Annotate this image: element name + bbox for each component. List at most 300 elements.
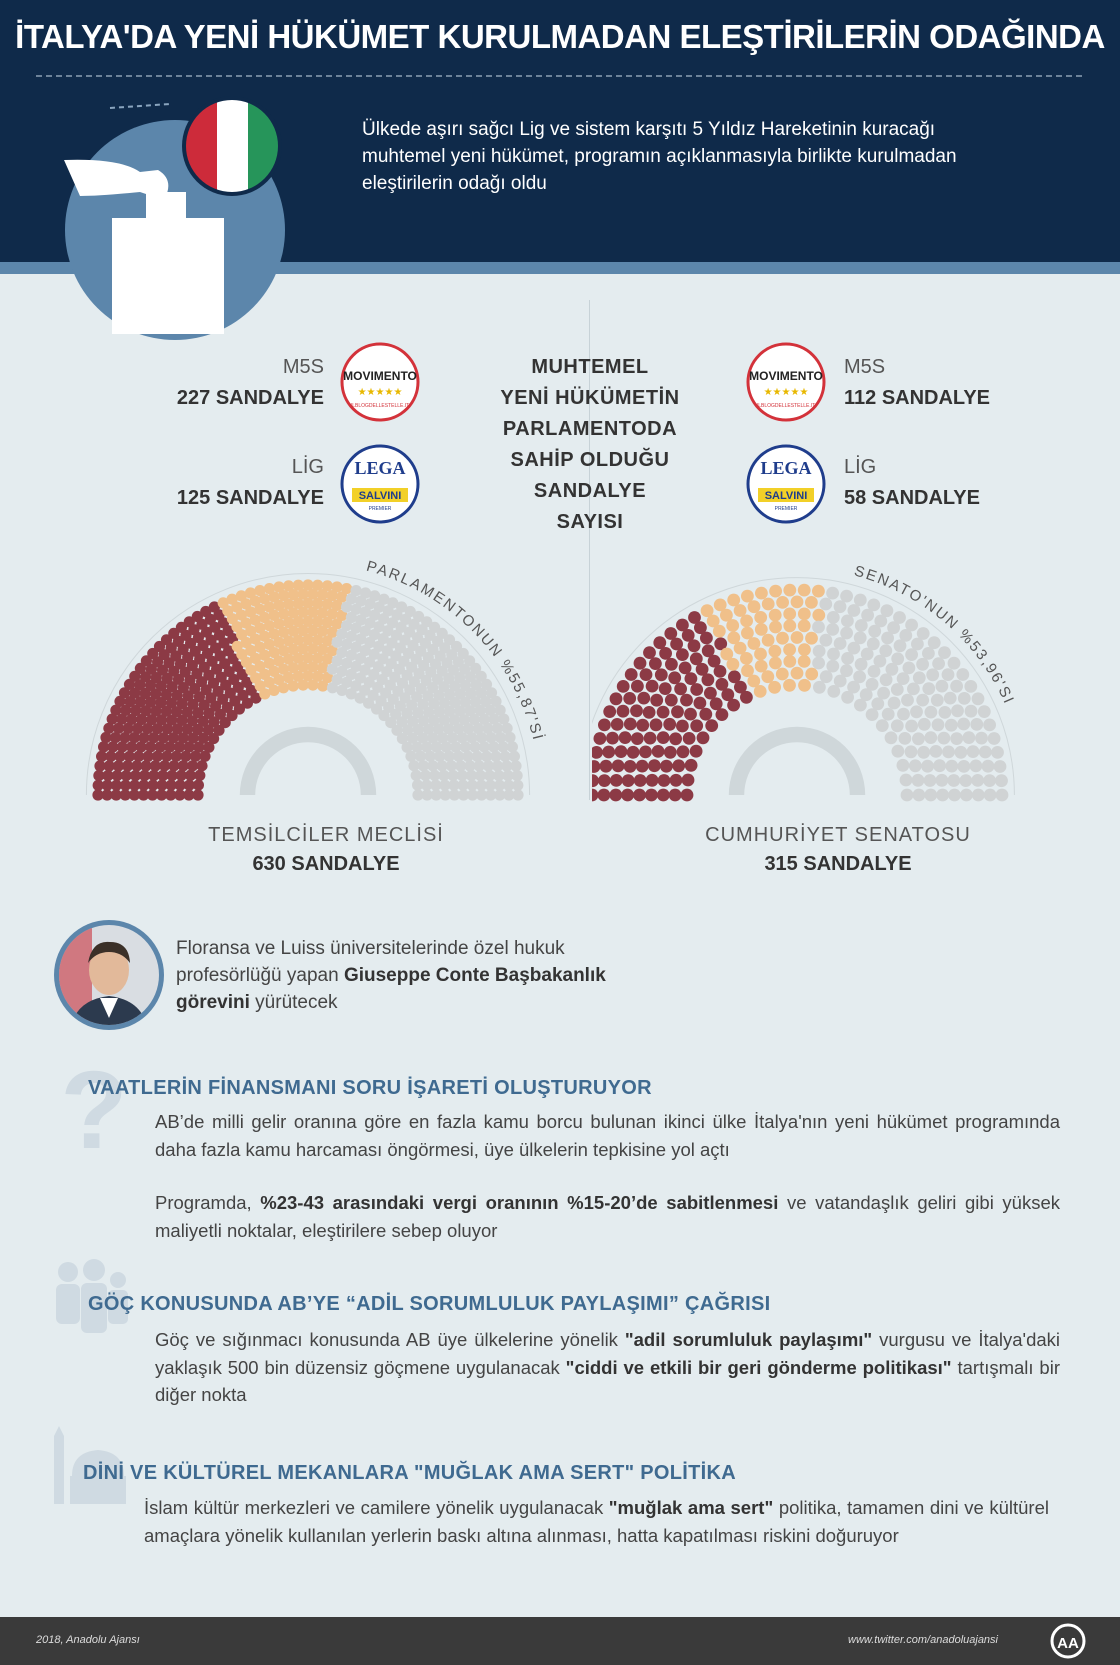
left-lig-block (130, 452, 324, 514)
seat-diğer (965, 705, 978, 718)
seat-m5s (636, 760, 649, 773)
seat-diğer (947, 774, 960, 787)
seat-m5s (603, 705, 616, 718)
footer-credit: 2018, Anadolu Ajansı (36, 1634, 140, 1646)
seat-m5s (623, 692, 636, 705)
seat-diğer (924, 731, 937, 744)
seat-m5s (617, 680, 630, 693)
seat-m5s (615, 745, 628, 758)
seat-diğer (963, 731, 976, 744)
seat-diğer (813, 645, 826, 658)
seat-m5s (677, 745, 690, 758)
footer (0, 1617, 1120, 1665)
seat-diğer (971, 774, 984, 787)
right-m5s-seats: 112 SANDALYE (844, 387, 990, 409)
seat-m5s (610, 692, 623, 705)
movimento-logo-right (746, 342, 826, 422)
seat-diğer (901, 694, 914, 707)
seat-m5s (648, 759, 661, 772)
seat-diğer (880, 673, 893, 686)
seat-m5s (639, 746, 652, 759)
seat-li̇g (783, 655, 796, 668)
seat-diğer (932, 657, 945, 670)
s1-p2-a: Programda, (155, 1192, 261, 1213)
seat-li̇g (740, 652, 753, 665)
seat-diğer (939, 706, 952, 719)
seat-diğer (967, 745, 980, 758)
seat-diğer (924, 774, 937, 787)
seat-li̇g (278, 682, 289, 693)
seat-diğer (983, 719, 996, 732)
seat-m5s (621, 789, 634, 802)
hemicycle-inner-arc (240, 727, 376, 795)
seat-m5s (690, 745, 703, 758)
svg-text:AA: AA (1057, 1635, 1079, 1652)
seat-m5s (643, 646, 656, 659)
seat-li̇g (805, 632, 818, 645)
seat-diğer (938, 732, 951, 745)
seat-diğer (945, 760, 958, 773)
seat-m5s (622, 774, 635, 787)
center-title-line: SANDALYE (533, 480, 647, 502)
movimento-logo (340, 342, 420, 422)
seat-diğer (984, 789, 997, 802)
seat-diğer (504, 732, 515, 743)
seat-diğer (933, 759, 946, 772)
seat-m5s (704, 687, 717, 700)
seat-diğer (910, 705, 923, 718)
seat-li̇g (727, 658, 740, 671)
seat-m5s (694, 697, 707, 710)
seat-diğer (938, 646, 951, 659)
seat-m5s (594, 732, 607, 745)
seat-diğer (936, 789, 949, 802)
s3-b: "muğlak ama sert" (608, 1497, 774, 1518)
senate-title: CUMHURİYET SENATOSU (705, 824, 971, 846)
seat-diğer (994, 760, 1007, 773)
seat-m5s (640, 668, 653, 681)
seat-m5s (646, 680, 659, 693)
seat-diğer (996, 789, 1009, 802)
section-1-title: VAATLERİN FİNANSMANI SORU İŞARETİ OLUŞTURUYOR (88, 1077, 652, 1099)
seat-m5s (676, 619, 689, 632)
seat-m5s (609, 789, 622, 802)
left-lig-seats: 125 SANDALYE (176, 487, 324, 509)
seat-diğer (975, 732, 988, 745)
right-m5s-name: M5S (844, 356, 886, 378)
svg-text:ILBLOGDELLESTELLE.IT: ILBLOGDELLESTELLE.IT (350, 403, 410, 409)
seat-m5s (682, 774, 695, 787)
seat-m5s (669, 789, 682, 802)
s1-p2-c: ve vatandaşlık geliri gibi yüksek maliyetli noktalar, eleştirilere sebep oluyor (155, 1192, 1060, 1241)
seat-diğer (958, 692, 971, 705)
seat-m5s (660, 760, 673, 773)
seat-m5s (665, 694, 678, 707)
seat-diğer (916, 658, 929, 671)
seat-m5s (690, 719, 703, 732)
seat-diğer (826, 623, 839, 636)
seat-diğer (972, 789, 985, 802)
seat-m5s (684, 708, 697, 721)
seat-diğer (942, 668, 955, 681)
seat-m5s (690, 652, 703, 665)
seat-m5s (643, 706, 656, 719)
seat-m5s (657, 731, 670, 744)
seat-diğer (507, 741, 518, 752)
seat-li̇g (755, 587, 768, 600)
seat-m5s (685, 759, 698, 772)
seat-diğer (978, 705, 991, 718)
seat-diğer (948, 789, 961, 802)
seat-diğer (820, 670, 833, 683)
seat-m5s (657, 706, 670, 719)
seat-m5s (672, 759, 685, 772)
svg-text:MOVIMENTO: MOVIMENTO (343, 369, 417, 383)
seat-diğer (991, 746, 1004, 759)
seat-diğer (867, 637, 880, 650)
seat-diğer (922, 682, 935, 695)
seat-m5s (637, 692, 650, 705)
seat-m5s (627, 746, 640, 759)
title-divider (36, 75, 1082, 77)
seat-diğer (956, 668, 969, 681)
seat-m5s (624, 718, 637, 731)
s1-p2-bold: %23-43 arasındaki vergi oranının %15-20’de sabitlenmesi (260, 1192, 779, 1213)
seat-m5s (592, 774, 599, 787)
seat-diğer (897, 759, 910, 772)
seat-li̇g (776, 632, 789, 645)
seat-m5s (631, 732, 644, 745)
s3-c: politika, tamamen dini ve kültürel amaçlara yönelik kullanılan yerlerin baskı altına alınması, hatta kapatılması riskini doğuruyor (144, 1497, 1049, 1546)
seat-li̇g (769, 585, 782, 598)
seat-li̇g (755, 660, 768, 673)
seat-diğer (972, 692, 985, 705)
seat-m5s (598, 774, 611, 787)
seat-m5s (688, 611, 701, 624)
seat-li̇g (322, 580, 333, 591)
seat-diğer (959, 774, 972, 787)
senate-label (678, 821, 998, 879)
seat-m5s (645, 789, 658, 802)
seat-li̇g (762, 598, 775, 611)
seat-li̇g (341, 583, 352, 594)
seat-diğer (995, 774, 1008, 787)
seat-li̇g (769, 621, 782, 634)
svg-text:★★★★★: ★★★★★ (357, 387, 403, 398)
seat-diğer (913, 789, 926, 802)
chamber-total: 630 SANDALYE (252, 853, 400, 875)
intro-text: Ülkede aşırı sağcı Lig ve sistem karşıtı 5 Yıldız Hareketinin kuracağı muhtemel yeni hükümet, programın açıklanmasıyla birlikte kurulmadan eleştirilerin odağı oldu (362, 119, 957, 194)
seat-m5s (598, 789, 611, 802)
seat-m5s (633, 789, 646, 802)
seat-diğer (950, 680, 963, 693)
center-title (480, 352, 700, 538)
chamber-seat-chart (60, 540, 580, 810)
center-title-line: SAYISI (556, 511, 624, 533)
seat-m5s (646, 774, 659, 787)
seat-li̇g (798, 655, 811, 668)
seat-m5s (636, 719, 649, 732)
seat-diğer (891, 719, 904, 732)
lega-logo-right (746, 444, 826, 524)
s2-c: vurgusu ve İtalya'daki yaklaşık 500 bin düzensiz göçmene uygulanacak (155, 1329, 1061, 1378)
seat-li̇g (726, 619, 739, 632)
svg-text:SALVINI: SALVINI (764, 490, 808, 502)
seat-diğer (970, 760, 983, 773)
center-title-line: MUHTEMEL (531, 356, 649, 378)
chamber-label (166, 821, 486, 879)
right-lig-block (844, 452, 1044, 514)
seat-m5s (600, 760, 613, 773)
seat-diğer (891, 683, 904, 696)
seat-diğer (813, 681, 826, 694)
seat-diğer (882, 708, 895, 721)
seat-diğer (415, 751, 426, 762)
seat-diğer (948, 657, 961, 670)
right-m5s-block (844, 352, 1044, 414)
footer-twitter-link[interactable]: www.twitter.com/anadoluajansi (848, 1634, 998, 1646)
seat-m5s (683, 732, 696, 745)
seat-diğer (827, 611, 840, 624)
seat-li̇g (769, 645, 782, 658)
seat-m5s (631, 680, 644, 693)
seat-m5s (671, 705, 684, 718)
seat-m5s (663, 718, 676, 731)
section-1-paragraph-1: AB’de milli gelir oranına göre en fazla kamu borcu bulunan ikinci ülke İtalya'nın yeni hükümet programında daha fazla kamu harcaması öngörmesi, üye ülkelerin tepkisine yol açtı (155, 1111, 1060, 1160)
seat-diğer (936, 774, 949, 787)
seat-m5s (611, 718, 624, 731)
left-m5s-block (130, 352, 324, 414)
aa-logo-icon (1048, 1623, 1088, 1659)
seat-li̇g (741, 590, 754, 603)
seat-li̇g (268, 685, 279, 696)
seat-li̇g (754, 648, 767, 661)
seat-diğer (912, 732, 925, 745)
svg-text:PREMIER: PREMIER (368, 506, 392, 512)
seat-li̇g (740, 615, 753, 628)
seat-diğer (819, 598, 832, 611)
seat-m5s (650, 718, 663, 731)
seat-li̇g (754, 685, 767, 698)
seat-m5s (665, 658, 678, 671)
conte-text (176, 935, 656, 1016)
seat-li̇g (768, 681, 781, 694)
seat-m5s (676, 720, 689, 733)
right-lig-seats: 58 SANDALYE (844, 487, 980, 509)
seat-diğer (944, 692, 957, 705)
seat-diğer (925, 706, 938, 719)
left-lig-name: LİG (291, 456, 324, 478)
seat-li̇g (798, 619, 811, 632)
seat-diğer (893, 611, 906, 624)
question-mark-icon (60, 1049, 128, 1172)
s2-b: "adil sorumluluk paylaşımı" (624, 1329, 873, 1350)
seat-li̇g (776, 596, 789, 609)
seat-diğer (867, 599, 880, 612)
s2-e: tartışmalı bir diğer nokta (155, 1356, 1060, 1405)
seat-m5s (592, 760, 600, 773)
seat-diğer (905, 720, 918, 733)
seat-diğer (854, 594, 867, 607)
seat-diğer (897, 672, 910, 685)
seat-diğer (970, 718, 983, 731)
seat-m5s (634, 774, 647, 787)
seat-diğer (897, 708, 910, 721)
seat-diğer (960, 789, 973, 802)
seat-diğer (854, 631, 867, 644)
seat-li̇g (769, 609, 782, 622)
seat-diğer (512, 789, 523, 800)
seat-diğer (957, 718, 970, 731)
hemicycle-inner-arc (729, 727, 865, 795)
seat-diğer (945, 719, 958, 732)
seat-diğer (917, 746, 930, 759)
center-title-line: YENİ HÜKÜMETİN (500, 387, 680, 409)
seat-diğer (826, 660, 839, 673)
svg-text:ILBLOGDELLESTELLE.IT: ILBLOGDELLESTELLE.IT (756, 403, 816, 409)
conte-portrait (52, 918, 166, 1032)
seat-diğer (926, 668, 939, 681)
svg-text:★★★★★: ★★★★★ (763, 387, 809, 398)
seat-li̇g (812, 609, 825, 622)
svg-text:LEGA: LEGA (760, 458, 812, 478)
left-m5s-seats: 227 SANDALYE (176, 387, 324, 409)
left-m5s-name: M5S (282, 356, 324, 378)
seat-diğer (924, 789, 937, 802)
seat-diğer (509, 751, 520, 762)
seat-diğer (840, 627, 853, 640)
seat-li̇g (783, 608, 796, 621)
seat-diğer (950, 732, 963, 745)
seat-diğer (955, 746, 968, 759)
seat-m5s (716, 708, 729, 721)
seat-li̇g (805, 596, 818, 609)
senate-seat-chart (592, 540, 1110, 810)
seat-li̇g (776, 668, 789, 681)
seat-m5s (592, 746, 603, 759)
seat-diğer (866, 708, 879, 721)
seat-m5s (668, 671, 681, 684)
seat-li̇g (783, 584, 796, 597)
seat-diğer (868, 665, 881, 678)
seat-diğer (942, 746, 955, 759)
page-title: İTALYA'DA YENİ HÜKÜMET KURULMADAN ELEŞTİRİLERİN ODAĞINDA (15, 18, 1105, 55)
seat-m5s (658, 774, 671, 787)
seat-diğer (512, 780, 523, 791)
seat-m5s (664, 746, 677, 759)
right-lig-name: LİG (844, 456, 877, 478)
seat-diğer (909, 759, 922, 772)
seat-li̇g (798, 584, 811, 597)
seat-li̇g (798, 608, 811, 621)
center-title-line: SAHİP OLDUĞU (510, 449, 670, 471)
seat-li̇g (331, 581, 342, 592)
seat-m5s (657, 789, 670, 802)
seat-diğer (907, 683, 920, 696)
ballot-box-icon (60, 100, 310, 340)
seat-m5s (649, 657, 662, 670)
seat-diğer (834, 600, 847, 613)
s3-a: İslam kültür merkezleri ve camilere yönelik uygulanacak (144, 1497, 609, 1518)
seat-diğer (988, 732, 1001, 745)
arc-percentage-label: PARLAMENTONUN %55,87'Sİ (364, 557, 547, 744)
seat-m5s (680, 694, 693, 707)
seat-diğer (982, 760, 995, 773)
seat-m5s (670, 774, 683, 787)
seat-m5s (664, 627, 677, 640)
seat-m5s (619, 731, 632, 744)
seat-diğer (905, 648, 918, 661)
seat-diğer (918, 718, 931, 731)
seat-diğer (905, 745, 918, 758)
section-1-paragraph-2 (155, 1189, 1060, 1244)
svg-text:LEGA: LEGA (354, 458, 406, 478)
seat-li̇g (791, 596, 804, 609)
seat-m5s (602, 746, 615, 759)
seat-m5s (610, 774, 623, 787)
center-title-line: PARLAMENTODA (502, 418, 678, 440)
conte-text-bold: Giuseppe Conte Başbakanlık görevini (176, 965, 606, 1013)
seat-diğer (826, 587, 839, 600)
seat-diğer (912, 774, 925, 787)
seat-m5s (681, 789, 694, 802)
seat-m5s (716, 678, 729, 691)
seat-li̇g (812, 585, 825, 598)
seat-diğer (840, 664, 853, 677)
seat-li̇g (783, 619, 796, 632)
section-2-paragraph (155, 1326, 1060, 1409)
seat-li̇g (791, 667, 804, 680)
svg-text:?: ? (60, 1049, 128, 1172)
seat-diğer (812, 657, 825, 670)
seat-diğer (894, 639, 907, 652)
seat-m5s (617, 705, 630, 718)
chamber-title: TEMSİLCİLER MECLİSİ (208, 824, 444, 846)
seat-li̇g (761, 670, 774, 683)
seat-diğer (853, 670, 866, 683)
seat-li̇g (755, 623, 768, 636)
seat-li̇g (288, 680, 299, 691)
s2-a: Göç ve sığınmacı konusunda AB üye ülkelerine yönelik (155, 1329, 625, 1350)
seat-m5s (679, 662, 692, 675)
seat-li̇g (783, 643, 796, 656)
seat-diğer (820, 634, 833, 647)
seat-m5s (592, 789, 598, 802)
seat-m5s (598, 719, 611, 732)
seat-m5s (740, 691, 753, 704)
senate-total: 315 SANDALYE (764, 853, 912, 875)
seat-diğer (936, 680, 949, 693)
seat-diğer (854, 699, 867, 712)
seat-m5s (653, 636, 666, 649)
seat-m5s (652, 745, 665, 758)
conte-text-1: Floransa ve Luiss üniversitelerinde özel hukuk profesörlüğü yapan (176, 938, 565, 986)
seat-diğer (881, 604, 894, 617)
seat-li̇g (798, 679, 811, 692)
seat-m5s (194, 770, 205, 781)
seat-diğer (888, 697, 901, 710)
seat-diğer (958, 760, 971, 773)
lega-logo (340, 444, 420, 524)
seat-diğer (921, 760, 934, 773)
seat-diğer (840, 590, 853, 603)
section-3-title: DİNİ VE KÜLTÜREL MEKANLARA "MUĞLAK AMA SERT" POLİTİKA (83, 1462, 736, 1484)
seat-diğer (979, 746, 992, 759)
seat-m5s (634, 657, 647, 670)
seat-li̇g (805, 668, 818, 681)
seat-li̇g (798, 643, 811, 656)
seat-diğer (512, 770, 523, 781)
